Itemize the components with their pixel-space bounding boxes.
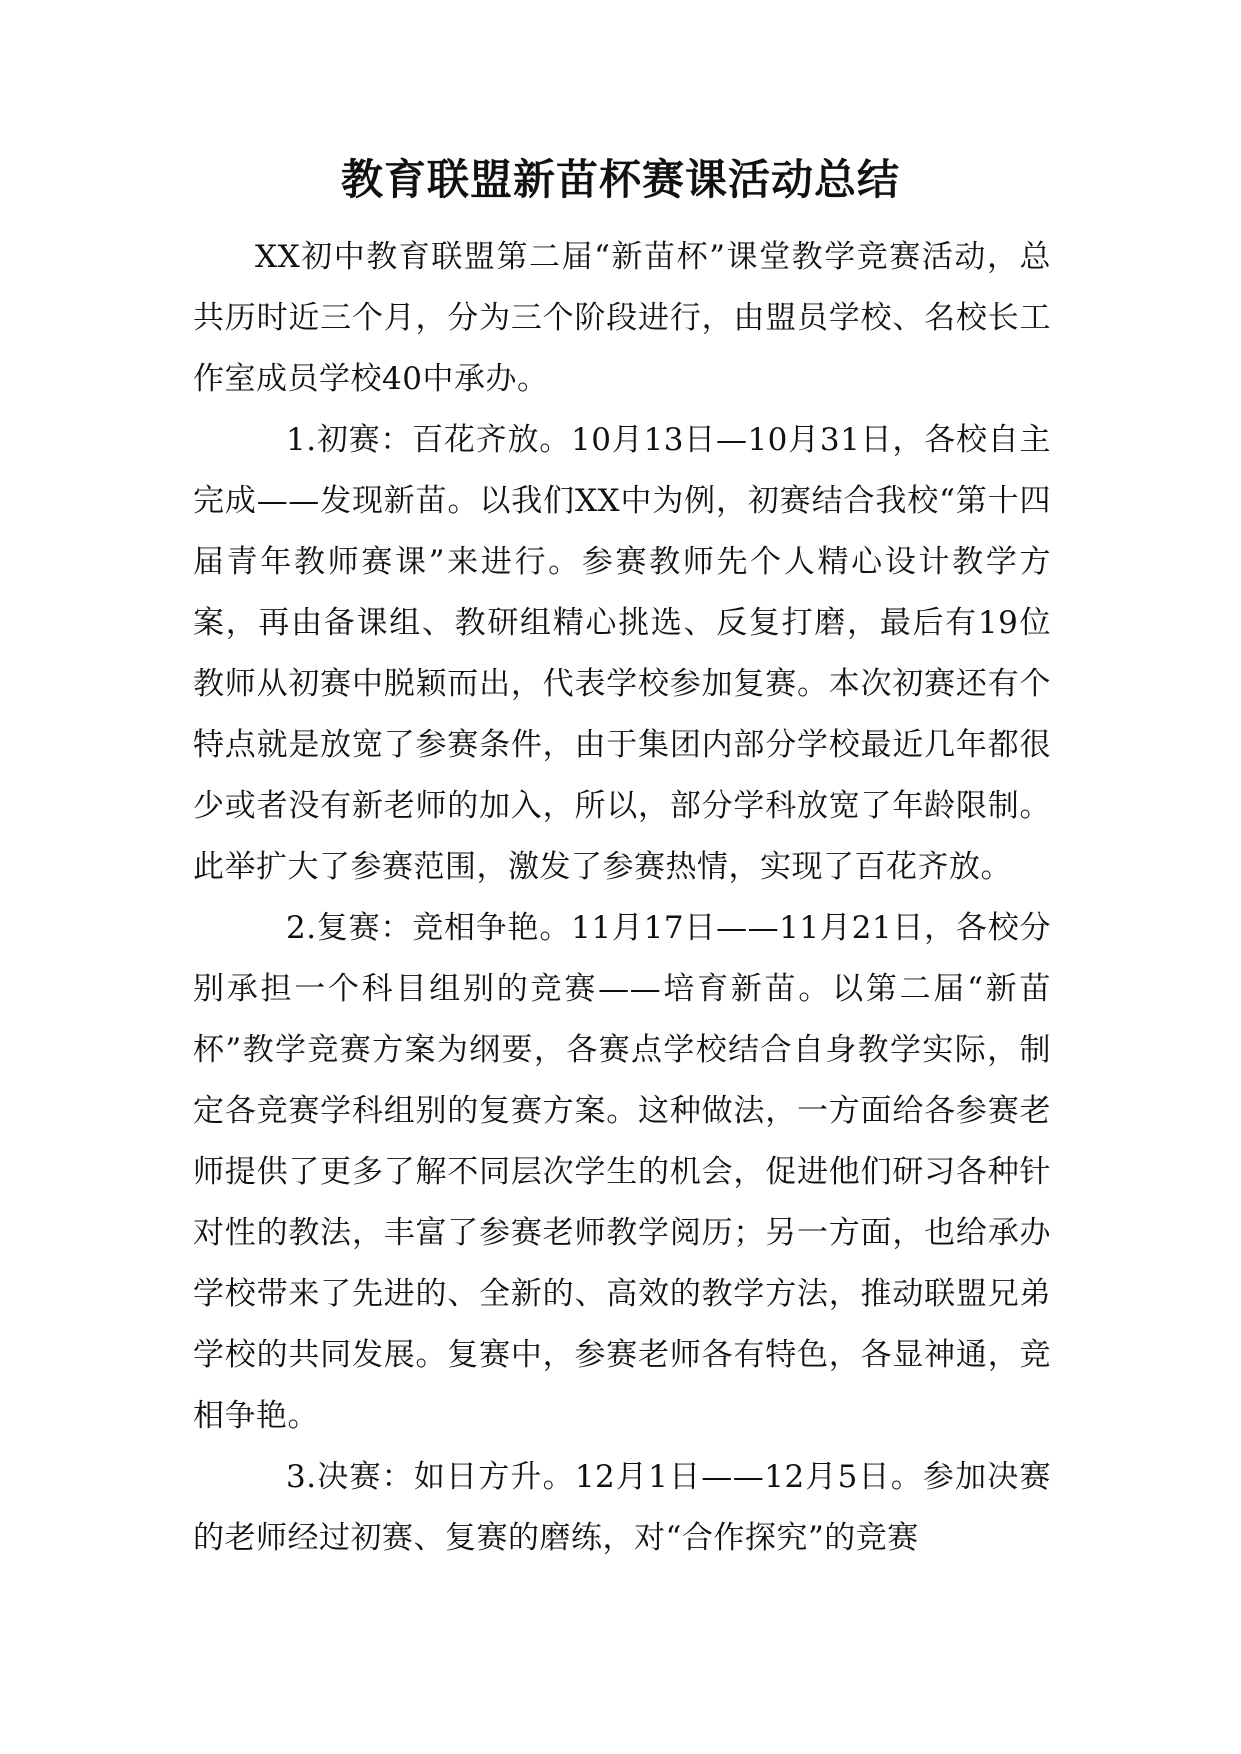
document-title: 教育联盟新苗杯赛课活动总结: [340, 155, 900, 204]
intro-paragraph: XX初中教育联盟第二届“新苗杯”课堂教学竞赛活动，总共历时近三个月，分为三个阶段进行，由盟员学校、名校长工作室成员学校40中承办。: [193, 239, 1051, 397]
final-round-paragraph: 3.决赛：如日方升。12月1日——12月5日。参加决赛的老师经过初赛、复赛的磨练，对“合作探究”的竞赛: [193, 1459, 1051, 1556]
preliminary-round-paragraph: 1.初赛：百花齐放。10月13日—10月31日，各校自主完成——发现新苗。以我们XX中为例，初赛结合我校“第十四届青年教师赛课”来进行。参赛教师先个人精心设计教学方案，再由备课组、教研组精心挑选、反复打磨，最后有19位教师从初赛中脱颖而出，代表学校参加复赛。本次初赛还有个特点就是放宽了参赛条件，由于集团内部分学校最近几年都很少或者没有新老师的加入，所以，部分学科放宽了年龄限制。此举扩大了参赛范围，激发了参赛热情，实现了百花齐放。: [193, 422, 1051, 885]
semifinal-round-paragraph: 2.复赛：竞相争艳。11月17日——11月21日，各校分别承担一个科目组别的竞赛——培育新苗。以第二届“新苗杯”教学竞赛方案为纲要，各赛点学校结合自身教学实际，制定各竞赛学科组别的复赛方案。这种做法，一方面给各参赛老师提供了更多了解不同层次学生的机会，促进他们研习各种针对性的教法，丰富了参赛老师教学阅历；另一方面，也给承办学校带来了先进的、全新的、高效的教学方法，推动联盟兄弟学校的共同发展。复赛中，参赛老师各有特色，各显神通，竞相争艳。: [193, 910, 1051, 1434]
document-body: [193, 227, 1051, 1569]
